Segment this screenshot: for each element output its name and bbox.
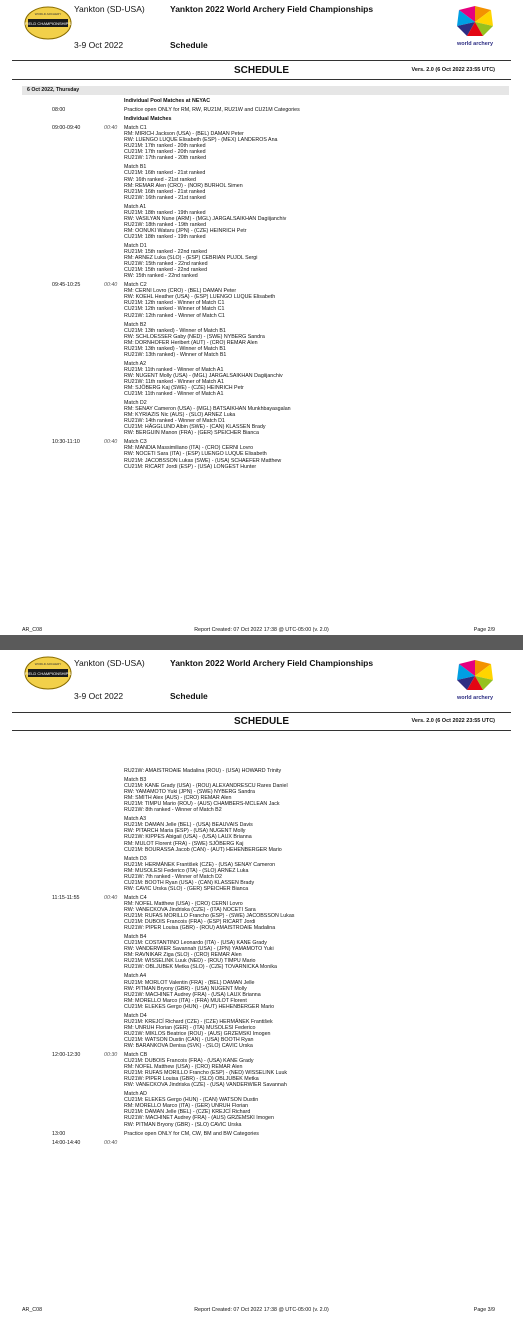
championship-logo-icon: [24, 656, 72, 690]
document-subtitle: Schedule: [170, 40, 208, 50]
schedule-line: Individual Pool Matches at NEYAC: [124, 98, 211, 104]
championship-logo-icon: [24, 6, 72, 40]
time-slot: 11:15-11:55: [52, 894, 80, 901]
match-block: [124, 895, 503, 931]
schedule-line: CU21M: ELEKES Gergo (HUN) - (CAN) WATSON Dustin: [124, 1097, 259, 1104]
schedule-row: [0, 768, 523, 892]
schedule-row: [0, 895, 523, 1049]
schedule-line: Match B2: [124, 321, 147, 328]
schedule-line: RM: KYRIAZIS Nic (AUS) - (SLO) ARNEZ Luka: [124, 412, 236, 419]
schedule-line: RM: NOFEL Matthew (USA) - (CRO) CERNI Lovro: [124, 900, 243, 907]
schedule-line: Match D2: [124, 400, 147, 407]
schedule-line: RW: PITMAN Bryony (GBR) - (SLO) CAVIC Urska: [124, 1121, 242, 1128]
schedule-line: RU21M: RUFAS MORILLO Francho (ESP) - (NED) WISSELINK Luuk: [124, 1070, 288, 1077]
schedule-row: [0, 98, 523, 104]
schedule-line: RU21W: 7th ranked - Winner of Match D2: [124, 873, 222, 880]
schedule-line: CU21M: RICART Jordi (ESP) - (USA) LONGEST Hunter: [124, 463, 257, 470]
time-slot: 08:00: [52, 107, 66, 114]
svg-text:world archery: world archery: [456, 695, 494, 701]
match-block: [124, 107, 503, 113]
match-block: [124, 361, 503, 397]
schedule-row: [0, 1140, 523, 1146]
event-dates: 3-9 Oct 2022: [74, 40, 124, 50]
header-divider: [12, 60, 511, 61]
schedule-line: RU21W: 17th ranked - 20th ranked: [124, 155, 207, 162]
schedule-line: RU21M: DAMAN Jelle (BEL) - (CZE) KREJCÍ Richard: [124, 1109, 251, 1116]
schedule-line: CU21M: BOOTH Ryan (USA) - (CAN) KLASSEN Brady: [124, 879, 255, 886]
report-code: AR_C08: [22, 1307, 43, 1313]
event-dates: 3-9 Oct 2022: [74, 691, 124, 701]
match-block: [124, 116, 503, 122]
schedule-line: RM: UNRUH Florian (GER) - (ITA) MUSOLESI Federico: [124, 1024, 256, 1031]
schedule-line: RU21M: WISSELINK Luuk (NED) - (ROU) TIMPU Mario: [124, 958, 256, 965]
schedule-line: Match CB: [124, 1052, 148, 1059]
svg-text:WORLD ARCHERY: WORLD ARCHERY: [34, 12, 62, 16]
schedule-row: [0, 439, 523, 469]
schedule-line: Match D1: [124, 242, 147, 249]
schedule-line: RU21M: TIMPU Mario (ROU) - (AUS) CHAMBERS-MCLEAN Jack: [124, 801, 280, 808]
schedule-line: RU21W: 16th ranked - 21st ranked: [124, 194, 206, 201]
schedule-line: Match D4: [124, 1012, 147, 1019]
schedule-line: RM: SENAY Cameron (USA) - (MGL) BATSAIKHAN Munkhbayasgalan: [124, 406, 291, 413]
schedule-line: RM: SJÖBERG Kaj (SWE) - (CZE) HEINRICH Petr: [124, 385, 244, 392]
duration: 00:40: [104, 282, 118, 289]
schedule-line: RW: SCHLOESSER Gaby (NED) - (SWE) NYBERG Sandra: [124, 333, 265, 340]
duration: 00:40: [104, 894, 118, 901]
schedule-line: RU21M: 16th ranked - 21st ranked: [124, 188, 206, 195]
schedule-line: RW: VANECKOVA Jindriska (CZE) - (ITA) NOCETI Sara: [124, 906, 256, 913]
schedule-line: RW: VASILYAN Nune (ARM) - (MGL) JARGALSAIKHAN Dagiijanchiv: [124, 215, 287, 222]
match-block: [124, 768, 503, 774]
schedule-line: Practice open ONLY for CM, CW, BM and BW Categories: [124, 1130, 259, 1137]
logo-lettering: FIELD CHAMPIONSHIPS: [24, 671, 72, 676]
document-subtitle: Schedule: [170, 691, 208, 701]
location-text: Yankton (SD-USA): [74, 4, 145, 14]
schedule-line: CU21M: 15th ranked - 22nd ranked: [124, 267, 208, 274]
schedule-line: CU21M: BOURASSA Jacob (CAN) - (AUT) HEHENBERGER Mario: [124, 846, 282, 853]
schedule-line: RM: RAVNIKAR Ziga (SLO) - (CRO) REMAR Alen: [124, 952, 242, 959]
schedule-line: RU21W: PIPER Louisa (GBR) - (SLO) OBLJUBEK Metka: [124, 1076, 259, 1083]
schedule-line: Match A3: [124, 816, 147, 823]
schedule-line: RM: MANDIA Massimiliano (ITA) - (CRO) CERNI Lovro: [124, 445, 254, 452]
report-page-1: [0, 0, 523, 635]
schedule-line: RU21M: 12th ranked - Winner of Match C1: [124, 300, 225, 307]
schedule-line: CU21M: DUBOIS Francois (FRA) - (USA) KANE Grady: [124, 1058, 254, 1065]
schedule-line: Match AD: [124, 1091, 147, 1098]
match-block: [124, 400, 503, 436]
schedule-row: [0, 125, 523, 279]
schedule-row: [0, 282, 523, 436]
schedule-line: RU21M: KREJCÍ Richard (CZE) - (CZE) HERMÁNEK František: [124, 1018, 273, 1025]
match-block: [124, 322, 503, 358]
schedule-line: Practice open ONLY for RM, RW, RU21M, RU21W and CU21M Categories: [124, 107, 300, 114]
report-created: Report Created: 07 Oct 2022 17:38 @ UTC-05:00 (v. 2.0): [194, 1307, 329, 1313]
schedule-line: RU21W: AMAISTROAIE Madalina (ROU) - (USA) HOWARD Trinity: [124, 768, 282, 774]
schedule-line: RU21M: 18th ranked - 19th ranked: [124, 209, 206, 216]
match-block: [124, 439, 503, 469]
schedule-line: RM: NOFEL Matthew (USA) - (CRO) REMAR Alen: [124, 1064, 243, 1071]
schedule-line: RU21W: MIKLOS Beatrice (ROU) - (AUS) GRZEMSKI Imogen: [124, 1030, 271, 1037]
time-slot: 14:00-14:40: [52, 1139, 81, 1146]
version-label: Vers. 2.0 (6 Oct 2022 23:55 UTC): [411, 67, 495, 73]
schedule-line: RU21M: DAMAN Jelle (BEL) - (USA) BEAUVAIS Davis: [124, 822, 253, 829]
schedule-line: RW: 16th ranked - 21st ranked: [124, 176, 196, 183]
schedule-line: RW: PITMAN Bryony (GBR) - (USA) NUGENT Molly: [124, 985, 247, 992]
schedule-line: CU21M: 18th ranked - 19th ranked: [124, 233, 206, 240]
report-code: AR_C08: [22, 627, 43, 633]
schedule-line: RU21W: 8th ranked - Winner of Match B2: [124, 807, 222, 814]
schedule-line: RU21W: 14th ranked - Winner of Match D1: [124, 418, 225, 425]
schedule-line: Match A1: [124, 203, 147, 210]
schedule-line: RU21W: 13th ranked) - Winner of Match B1: [124, 351, 227, 358]
page-number: Page 2/9: [473, 627, 495, 633]
event-title: Yankton 2022 World Archery Field Championships: [170, 4, 374, 14]
match-block: [124, 98, 503, 104]
schedule-line: RM: REMAR Alen (CRO) - (NOR) BURHOL Simen: [124, 182, 243, 189]
schedule-line: Match A2: [124, 360, 147, 367]
match-block: [124, 204, 503, 240]
schedule-table: [0, 768, 523, 1146]
schedule-line: RU21W: 12th ranked - Winner of Match C1: [124, 312, 225, 319]
heading-divider: [12, 79, 511, 80]
svg-text:world archery: world archery: [456, 41, 494, 47]
schedule-line: Match C4: [124, 894, 147, 901]
schedule-line: Match A4: [124, 973, 147, 980]
time-slot: 09:45-10:25: [52, 282, 81, 289]
schedule-line: RM: MULOT Florent (FRA) - (SWE) SJÖBERG Kaj: [124, 840, 244, 847]
schedule-row: [0, 1052, 523, 1128]
schedule-line: RW: VANDERWIER Savannah (USA) - (JPN) YAMAMOTO Yuki: [124, 946, 274, 953]
time-slot: 13:00: [52, 1130, 66, 1137]
schedule-line: RU21M: HERMÁNEK František (CZE) - (USA) SENAY Cameron: [124, 861, 276, 868]
time-slot: 12:00-12:30: [52, 1052, 81, 1059]
schedule-line: CU21M: 12th ranked - Winner of Match C1: [124, 306, 225, 313]
schedule-line: CU21M: ELEKES Gergo (HUN) - (AUT) HEHENBERGER Mario: [124, 1003, 275, 1010]
match-block: [124, 1013, 503, 1049]
schedule-line: RU21W: PIPER Louisa (GBR) - (ROU) AMAISTROAIE Madalina: [124, 925, 276, 932]
schedule-line: RU21W: 15th ranked - 22nd ranked: [124, 261, 208, 268]
report-created: Report Created: 07 Oct 2022 17:38 @ UTC-05:00 (v. 2.0): [194, 627, 329, 633]
schedule-line: Match C1: [124, 125, 147, 132]
event-title: Yankton 2022 World Archery Field Championships: [170, 658, 374, 668]
match-block: [124, 125, 503, 161]
schedule-line: CU21M: 13th ranked) - Winner of Match B1: [124, 327, 226, 334]
schedule-line: Match B3: [124, 777, 147, 784]
match-block: [124, 816, 503, 852]
schedule-line: RW: BERGUIN Manon (FRA) - (GER) SPEICHER Bianca: [124, 430, 259, 437]
schedule-line: RM: DORNHOFER Heribert (AUT) - (CRO) REMAR Alen: [124, 339, 258, 346]
version-label: Vers. 2.0 (6 Oct 2022 23:55 UTC): [411, 718, 495, 724]
schedule-line: CU21M: HÄGGLUND Albin (SWE) - (CAN) KLASSEN Brady: [124, 424, 266, 431]
schedule-line: RW: NUGENT Molly (USA) - (MGL) JARGALSAIKHAN Dagiijanchiv: [124, 372, 283, 379]
schedule-row: [0, 1131, 523, 1137]
schedule-line: CU21M: 11th ranked - Winner of Match A1: [124, 391, 224, 398]
day-header: 6 Oct 2022, Thursday: [22, 86, 509, 95]
schedule-line: RW: VANECKOVA Jindriska (CZE) - (USA) VANDERWIER Savannah: [124, 1082, 287, 1089]
schedule-line: RW: CAVIC Urska (SLO) - (GER) SPEICHER Bianca: [124, 885, 249, 892]
schedule-heading: SCHEDULE: [233, 716, 289, 727]
schedule-table: [0, 98, 523, 473]
schedule-line: RU21M: MORLOT Valentin (FRA) - (BEL) DAMAN Jelle: [124, 979, 255, 986]
schedule-line: RU21W: MACHINET Audrey (FRA) - (AUS) GRZEMSKI Imogen: [124, 1115, 274, 1122]
schedule-line: RM: MORELLO Marco (ITA) - (FRA) MULOT Florent: [124, 997, 247, 1004]
schedule-line: RW: 15th ranked - 22nd ranked: [124, 273, 198, 280]
schedule-line: RU21W: OBLJUBEK Metka (SLO) - (CZE) TOVARNICKA Monika: [124, 964, 277, 971]
schedule-row: [0, 107, 523, 113]
schedule-line: Match C3: [124, 439, 147, 446]
schedule-line: CU21M: COSTANTINO Leonardo (ITA) - (USA) KANE Grady: [124, 940, 267, 947]
schedule-line: CU21M: DUBOIS Francois (FRA) - (ESP) RICART Jordi: [124, 919, 256, 926]
schedule-line: RU21M: 17th ranked - 20th ranked: [124, 143, 206, 150]
schedule-line: RM: MUSOLESI Federico (ITA) - (SLO) ARNEZ Luka: [124, 867, 249, 874]
world-archery-logo-icon: [453, 4, 497, 48]
match-block: [124, 282, 503, 318]
match-block: [124, 973, 503, 1009]
schedule-line: RU21W: MACHINET Audrey (FRA) - (USA) LAUX Brianna: [124, 991, 261, 998]
match-block: [124, 164, 503, 200]
match-block: [124, 1131, 503, 1137]
schedule-line: CU21M: 17th ranked - 20th ranked: [124, 149, 206, 156]
schedule-line: RU21M: 11th ranked - Winner of Match A1: [124, 366, 224, 373]
schedule-line: CU21M: 16th ranked - 21st ranked: [124, 170, 206, 177]
schedule-line: Match C2: [124, 282, 147, 289]
schedule-line: RW: NOCETI Sara (ITA) - (ESP) LUENGO LUQUE Elisabeth: [124, 451, 267, 458]
schedule-line: RU21W: KIPPES Abigail (USA) - (USA) LAUX Brianna: [124, 834, 252, 841]
schedule-line: RU21M: 15th ranked - 22nd ranked: [124, 249, 208, 256]
schedule-line: RW: PITARCH Maria (ESP) - (USA) NUGENT Molly: [124, 828, 246, 835]
page-header: [0, 650, 523, 710]
location-text: Yankton (SD-USA): [74, 658, 145, 668]
schedule-line: RW: BARANKOVA Denisa (SVK) - (SLO) CAVIC Urska: [124, 1042, 253, 1049]
schedule-line: RM: OONUKI Wataru (JPN) - (CZE) HEINRICH Petr: [124, 227, 247, 234]
schedule-line: RW: LUENGO LUQUE Elisabeth (ESP) - (MEX) LANDEROS Ana: [124, 137, 278, 144]
duration: 00:40: [104, 125, 118, 132]
schedule-line: RM: MIRICH Jackson (USA) - (BEL) DAMAN Peter: [124, 131, 244, 138]
schedule-line: RW: YAMAMOTO Yuki (JPN) - (SWE) NYBERG Sandra: [124, 789, 255, 796]
schedule-row: [0, 116, 523, 122]
schedule-line: RU21M: 13th ranked) - Winner of Match B1: [124, 345, 226, 352]
time-slot: 09:00-09:40: [52, 125, 81, 132]
svg-text:WORLD ARCHERY: WORLD ARCHERY: [34, 662, 62, 666]
report-page-2: [0, 650, 523, 1327]
world-archery-logo-icon: [453, 658, 497, 702]
schedule-line: Match B1: [124, 164, 147, 171]
schedule-line: RM: CERNI Lovro (CRO) - (BEL) DAMAN Peter: [124, 288, 237, 295]
schedule-line: RM: MORELLO Marco (ITA) - (GER) UNRUH Florian: [124, 1103, 249, 1110]
schedule-line: CU21M: WATSON Dustin (CAN) - (USA) BOOTH Ryan: [124, 1036, 254, 1043]
duration: 00:40: [104, 1139, 118, 1146]
match-block: [124, 856, 503, 892]
logo-lettering: FIELD CHAMPIONSHIPS: [24, 21, 72, 26]
schedule-line: RU21W: 11th ranked - Winner of Match A1: [124, 378, 224, 385]
page-number: Page 3/9: [473, 1307, 495, 1313]
schedule-line: CU21M: KANE Grady (USA) - (ROU) ALEXANDRESCU Rares Daniel: [124, 783, 288, 790]
schedule-line: Individual Matches: [124, 116, 172, 123]
match-block: [124, 1052, 503, 1088]
schedule-line: RU21M: JACOBSSON Lukas (SWE) - (USA) SCHAEFER Matthew: [124, 457, 282, 464]
duration: 00:30: [104, 1052, 118, 1059]
match-block: [124, 243, 503, 279]
schedule-line: Match D3: [124, 855, 147, 862]
schedule-line: RU21W: 18th ranked - 19th ranked: [124, 221, 207, 228]
duration: 00:40: [104, 439, 118, 446]
schedule-line: RM: ARNEZ Luka (SLO) - (ESP) CEBRIAN PUJOL Sergi: [124, 255, 258, 262]
schedule-line: Match B4: [124, 934, 147, 941]
match-block: [124, 934, 503, 970]
time-slot: 10:30-11:10: [52, 439, 80, 446]
schedule-line: RU21M: RUFAS MORILLO Francho (ESP) - (SWE) JACOBSSON Lukas: [124, 913, 295, 920]
header-divider: [12, 712, 511, 713]
schedule-line: RM: SMITH Alex (AUS) - (CRO) REMAR Alen: [124, 795, 232, 802]
schedule-line: RW: KOEHL Heather (USA) - (ESP) LUENGO LUQUE Elisabeth: [124, 294, 276, 301]
schedule-heading: SCHEDULE: [233, 65, 289, 76]
match-block: [124, 777, 503, 813]
heading-divider: [12, 730, 511, 731]
match-block: [124, 1091, 503, 1127]
page-header: [0, 0, 523, 60]
